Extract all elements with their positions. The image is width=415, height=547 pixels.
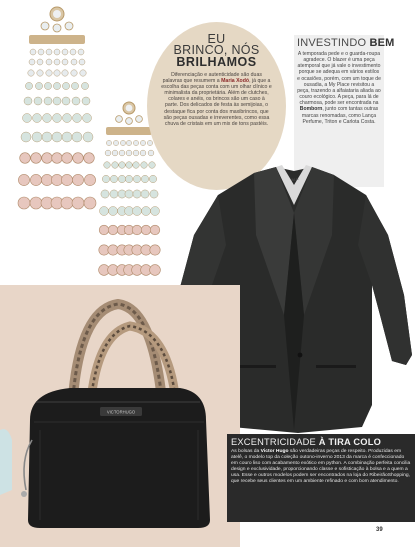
page-number: 39 — [376, 527, 383, 533]
bag-label: VICTORHUGO — [106, 409, 136, 415]
bubble-body-text-1: Diferenciação e autenticidade são duas palavras que resumem a — [162, 72, 262, 85]
jacket-label: M.P — [291, 177, 299, 182]
excent-title-bold: À TIRA COLO — [318, 437, 381, 447]
bubble-body-text-2: , já que a escolha das peças conta com um olhar clínico e minimalista da proprietária. Além de clutches, colares e anéis, os brincos são um caso à parte. Dos delicados de festa às semijoias, o destaque fica por conta dos maxibrincos, que são peças ousadas e irreverentes, como essa chuva de cristais em um mix de tons pastéis. — [161, 78, 272, 127]
excent-title-light: EXCENTRICIDADE — [231, 437, 319, 447]
bubble-title-line1: EU — [207, 32, 226, 46]
excentricidade-box — [227, 434, 415, 522]
excent-body — [231, 449, 411, 486]
invest-body-text-2: , junto com tantas outras marcas renomadas, como Lança Perfume, Triton e Carlota Costa. — [301, 106, 379, 125]
bubble-brand: Maria Xodó — [221, 78, 250, 85]
excent-title — [231, 437, 411, 448]
invest-title-bold: BEM — [369, 37, 395, 49]
invest-brand: Bomborn — [299, 106, 323, 113]
invest-body-text-1: A temporada pede e o guarda-roupa agradece. O blazer é uma peça atemporal que já vale o investimento porque se adequa em vários estilos e ocasiões, porém, com um toque de ousadia, a My Place revisitou a peça, trazendo a alfaiataria aliada ao couro ecológico. A peça, para lá de charmosa, pode ser encontrada na — [297, 51, 381, 107]
excent-brand: Victor Hugo — [260, 449, 289, 454]
handbag-image — [0, 290, 240, 535]
excent-body-text-2: são verdadeiras peças de respeito. Produzidas em atelê, o modelo top da coleção outono-inverno 2013 da marca é confeccionado em couro liso com acabamento exótico em python. A combinação perfeita concilia design e exclusividade, proporcionando classe e sofisticação à bolsa e a quem a usa. Esse e outros modelos podem ser encontrados na loja do RibeirãoShopping, que recebe seus clientes em um ambiente refinado e com bom atendimento. — [231, 449, 411, 485]
bubble-title-line3: BRILHAMOS — [176, 55, 257, 69]
invest-title — [297, 37, 395, 49]
excent-body-text-1: As bolsas da — [231, 449, 261, 454]
bubble-body — [161, 72, 272, 127]
bubble-title-line2: BRINCO, NÓS — [173, 43, 260, 57]
invest-title-light: INVESTINDO — [297, 37, 370, 49]
invest-body — [297, 51, 381, 125]
